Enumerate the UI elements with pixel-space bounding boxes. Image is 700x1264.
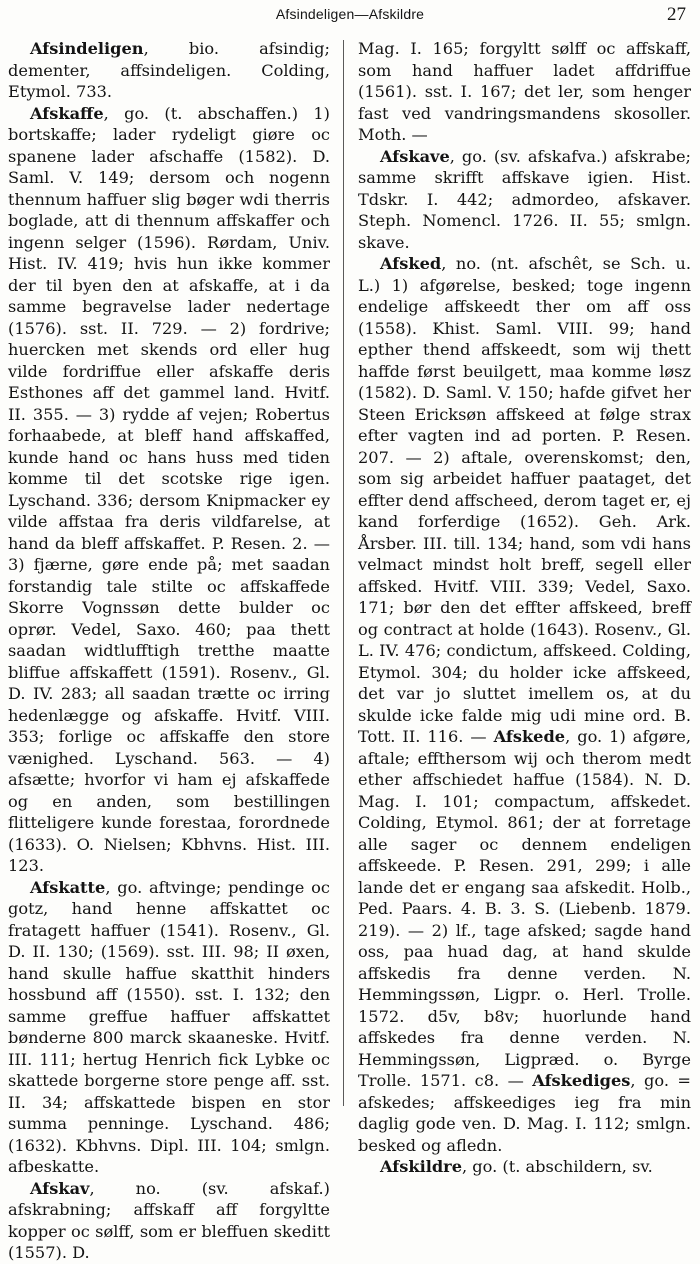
dictionary-entry	[358, 146, 691, 254]
entry-text: , go. 1) afgøre, aftale; effthersom wij och therom medt ether affschiedet haffue (1584). N. D. Mag. I. 101; compactum, affskedet. Colding, Etymol. 861; der at forretage alle sager oc dennem endeligen affskeede. P. Resen. 291, 299; i alle lande det er engang saa afskedit. Holb., Ped. Paars. 4. B. 3. S. (Liebenb. 1879. 219). — 2) lf., tage afsked; sagde hand oss, paa huad dag, at hand skulde affskedis fra denne verden. N. Hemmingssøn, Ligpr. o. Herl. Trolle. 1572. d5v, b8v; huorlunde hand affskedes fra denne verden. N. Hemmingssøn, Ligpræd. o. Byrge Trolle. 1571. c8. —	[358, 727, 692, 1090]
page-number: 27	[667, 4, 686, 25]
entry-text: , go. aftvinge; pendinge oc gotz, hand henne affskattet oc fratagett haffuer (1541). Rosenv., Gl. D. II. 130; (1569). sst. III. 98; II øxen, hand skulle haffue skatthit hinders hossbund aff (1550). sst. I. 132; den samme greffue haffuer affskattet bønderne 800 marck skaaneske. Hvitf. III. 111; hertug Henrich fick Lybke oc skattede borgerne store penge aff. sst. II. 34; affskattede bispen en stor summa penninge. Lyschand. 486; (1632). Kbhvns. Dipl. III. 104; smlgn. afbeskatte.	[8, 877, 330, 1176]
entry-headword: Afskediges	[532, 1071, 631, 1090]
dictionary-entry	[8, 877, 330, 1178]
entry-text: , go. (sv. afskafva.) afskrabe; samme skrifft affskave igien. Hist. Tdskr. I. 442; admordeo, afskaver. Steph. Nomencl. 1726. II. 55; smlgn. skave.	[358, 146, 691, 252]
entry-headword: Afskaffe	[30, 103, 104, 123]
entry-text: , bio. afsindig; dementer, affsindeligen. Colding, Etymol. 733.	[8, 39, 330, 101]
entry-text: , go. = afskedes; affskeediges ieg fra min daglig gode ven. D. Mag. I. 112; smlgn. besked og afledn.	[358, 1071, 691, 1155]
entry-text: , go. (t. abschaffen.) 1) bortskaffe; lader rydeligt giøre oc spanene lader afschaffe (1582). D. Saml. V. 149; dersom och nogenn thennum haffuer slig bøger wdi therris boglade, att di thennum affskaffer och ingenn selger (1596). Rørdam, Univ. Hist. IV. 419; hvis hun ikke kommer der til byen den at afskaffe, at i da samme begravelse lader nedertage (1576). sst. II. 729. — 2) fordrive; huercken met skends ord eller hug vilde fordriffue eller afskaffe deris Esthones aff det gammel land. Hvitf. II. 355. — 3) rydde af vejen; Robertus forhaabede, at bleff hand affskaffed, kunde hand oc hans huss med tiden komme til det scotske rige igen. Lyschand. 336; dersom Knipmacker ey vilde affstaa fra deris vildfarelse, at hand da bleff affskaffet. P. Resen. 2. — 3) fjærne, gøre ende på; met saadan forstandig tale stilte oc affskaffede Skorre Vognssøn dette bulder oc oprør. Vedel, Saxo. 460; paa thett saadan widtlufftigh tretthe maatte bliffue affskaffett (1591). Rosenv., Gl. D. IV. 283; all saadan trætte oc irring hedenlægge og afskaffe. Hvitf. VIII. 353; forlige oc affskaffe den store vænighed. Lyschand. 563. — 4) afsætte; hvorfor vi ham ej afskaffede og en anden, som bestillingen flitteligere kunde forestaa, forordnede (1633). O. Nielsen; Kbhvns. Hist. III. 123.	[8, 103, 330, 875]
entry-headword: Afsindeligen	[30, 39, 144, 58]
dictionary-entry-continued	[358, 38, 691, 146]
right-column	[358, 38, 692, 1176]
running-head: Afsindeligen—Afskildre	[275, 6, 425, 22]
entry-text: Mag. I. 165; forgyltt sølff oc affskaff, som hand haffuer ladet affdriffue (1561). sst. I. 167; det ler, som henger fast ved vandringsmandens skosoller. Moth. —	[358, 39, 691, 144]
dictionary-entry	[358, 1156, 691, 1178]
dictionary-entry	[358, 253, 691, 1156]
column-divider	[343, 40, 344, 1106]
entry-text: , no. (nt. afschêt, se Sch. u. L.) 1) afgørelse, besked; toge ingenn endelige affskeedt ther om aff oss (1558). Khist. Saml. VIII. 99; hand epther thend affskeedt, som wij thett haffde først beuilgett, maa komme løsz (1582). D. Saml. V. 150; hafde gifvet her Steen Ericksøn affskeed at følge strax efter vagten ind ad porten. P. Resen. 207. — 2) aftale, overenskomst; den, som sig arbeidet haffuer paataget, det effter dend affscheed, derom taget er, ej kand forferdige (1652). Geh. Ark. Årsber. III. till. 134; hand, som vdi hans velmact mindst holt breff, segell eller affsked. Hvitf. VIII. 339; Vedel, Saxo. 171; bør den det effter affskeed, breff og contract at holde (1643). Rosenv., Gl. L. IV. 476; condictum, affskeed. Colding, Etymol. 304; du holder icke affskeed, det var jo sluttet imellem os, at du skulde icke falde mig udi mine ord. B. Tott. II. 116. —	[358, 254, 691, 746]
entry-headword: Afsked	[380, 254, 442, 273]
entry-text: , no. (sv. afskaf.) afskrabning; affskaff aff forgyltte kopper oc sølff, som er bleffuen skeditt (1557). D.	[8, 1178, 330, 1262]
dictionary-entry	[8, 38, 330, 103]
entry-headword: Afskatte	[30, 877, 106, 897]
page-header	[0, 4, 700, 28]
entry-text: , go. (t. abschildern, sv.	[462, 1157, 653, 1176]
dictionary-entry	[8, 1178, 330, 1264]
left-column	[8, 38, 330, 1262]
entry-headword: Afskildre	[380, 1157, 463, 1176]
entry-headword: Afskede	[493, 727, 566, 746]
entry-headword: Afskave	[380, 146, 450, 166]
dictionary-entry	[8, 103, 330, 877]
entry-headword: Afskav	[30, 1178, 90, 1198]
